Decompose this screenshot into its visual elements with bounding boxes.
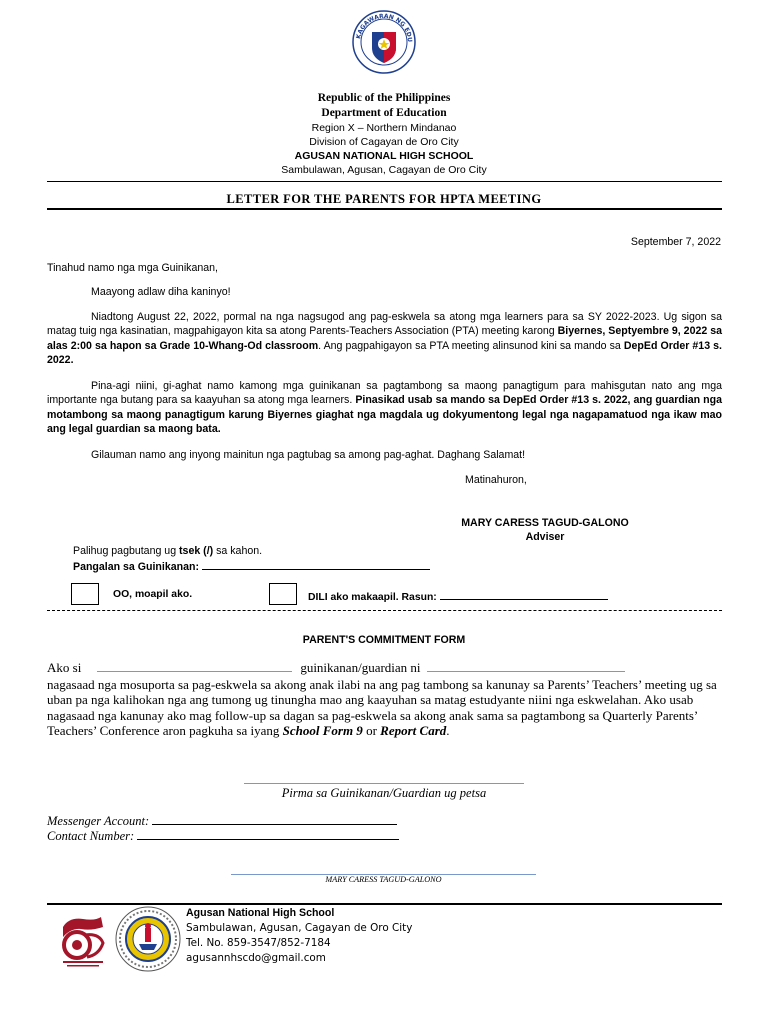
parent-name-field[interactable] — [202, 559, 430, 570]
school-seal-logo — [115, 906, 181, 972]
commitment-body: nagasaad nga mosuporta sa pag-eskwela sa akong anak ilabi na ang pag tambong sa kanunay sa Parents’ Teachers’ meeting ug sa uban pa nga kalihokan nga ang tumong ug tinungha mao ang kaayuhan sa matag estudyante niini nga eskwelahan. Ako usab nagasaad nga kanunay ako mag follow-up sa dagan sa pag-eskwela sa akong anak sama sa pagtambong sa Quarterly Parents’ Teachers’ Conference aron pagkuha sa iyang School Form 9 or Report Card. — [47, 677, 717, 739]
contact-row — [47, 829, 399, 844]
cut-line — [47, 610, 722, 611]
adviser-name: MARY CARESS TAGUD-GALONO — [325, 875, 442, 884]
reason-field[interactable] — [440, 589, 608, 600]
footer-phone: Tel. No. 859-3547/852-7184 — [186, 937, 331, 949]
signatory-name: MARY CARESS TAGUD-GALONO — [461, 517, 629, 529]
letter-paragraph-thanks: Gilauman namo ang inyong mainitun nga pagtubag sa among pag-aghat. Daghang Salamat! — [91, 449, 526, 461]
signature-label: Pirma sa Guinikanan/Guardian ug petsa — [281, 786, 487, 800]
title-underline — [47, 208, 722, 210]
check-instruction: Palihug pagbutang ug tsek (/) sa kahon. — [73, 545, 263, 557]
messenger-label: Messenger Account: — [47, 814, 150, 828]
school-address: Sambulawan, Agusan, Cagayan de Oro City — [281, 164, 487, 176]
attend-yes-label: OO, moapil ako. — [113, 589, 193, 600]
closing: Matinahuron, — [465, 474, 527, 486]
parent-name-label: Pangalan sa Guinikanan: — [73, 561, 199, 573]
messenger-field[interactable] — [152, 814, 397, 825]
footer-address: Sambulawan, Agusan, Cagayan de Oro City — [186, 922, 413, 934]
deped-seal — [352, 10, 416, 74]
messenger-row — [47, 814, 397, 829]
salutation: Tinahud namo nga mga Guinikanan, — [47, 262, 218, 274]
ako-si-label: Ako si — [47, 660, 82, 675]
letter-date: September 7, 2022 — [630, 236, 721, 248]
commitment-name-row — [47, 660, 727, 676]
school-name: AGUSAN NATIONAL HIGH SCHOOL — [294, 150, 474, 162]
seal-text: KAGAWARAN NG EDU — [355, 12, 414, 43]
greeting: Maayong adlaw diha kaninyo! — [91, 286, 231, 298]
region-line: Region X – Northern Mindanao — [311, 122, 457, 134]
letter-title: LETTER FOR THE PARENTS FOR HPTA MEETING — [226, 192, 542, 206]
attend-no-label: DILI ako makaapil. Rasun: — [308, 592, 437, 603]
letter-paragraph-schedule: Niadtong August 22, 2022, pormal na nga nagsugod ang pag-eskwela sa atong mga learners para sa SY 2022-2023. Ug sigon sa matag tuig nga kasinatian, magpahigayon kita sa atong Parents-Teachers Association (PTA) meeting karong Biyernes, Septyembre 9, 2022 sa alas 2:00 sa hapon sa Grade 10-Whang-Od classroom. Ang pagpahigayon sa PTA meeting alinsunod kini sa mando sa DepEd Order #13 s. 2022. — [47, 311, 723, 367]
parent-name-row — [73, 559, 430, 573]
footer-divider — [47, 903, 722, 905]
contact-field[interactable] — [137, 829, 399, 840]
attend-yes-checkbox[interactable] — [71, 583, 99, 605]
guardian-of-label: guinikanan/guardian ni — [300, 660, 421, 675]
signature-line[interactable] — [244, 783, 524, 784]
footer-school-name: Agusan National High School — [186, 907, 335, 919]
commitment-title: PARENT'S COMMITMENT FORM — [302, 634, 466, 646]
attend-no-checkbox[interactable] — [269, 583, 297, 605]
footer-email[interactable]: agusannhscdo@gmail.com — [186, 952, 326, 964]
letter-paragraph-invitation: Pina-agi niini, gi-aghat namo kamong mga guinikanan sa pagtambong sa maong panagtigum para mahisgutan nato ang mga importante nga butang para sa kaayuhan sa atong mga learners. Pinasikad usab sa mando sa DepEd Order #13 s. 2022, ang guardian nga motambong sa maong panagtigum karung Biyernes giaghat nga magdala ug dokyumentong legal nga nagapamatuod nga ikaw mao ang legal guardian sa maong bata. — [47, 380, 722, 436]
child-name-input[interactable] — [427, 660, 625, 672]
attend-no-row — [308, 589, 608, 603]
contact-label: Contact Number: — [47, 829, 135, 843]
header-divider — [47, 181, 722, 182]
republic-line: Republic of the Philippines — [317, 92, 451, 104]
signatory-role: Adviser — [525, 531, 565, 543]
division-line: Division of Cagayan de Oro City — [309, 136, 459, 148]
parent-name-input[interactable] — [97, 660, 292, 672]
department-line: Department of Education — [321, 107, 447, 119]
school-logo-red — [55, 913, 111, 969]
